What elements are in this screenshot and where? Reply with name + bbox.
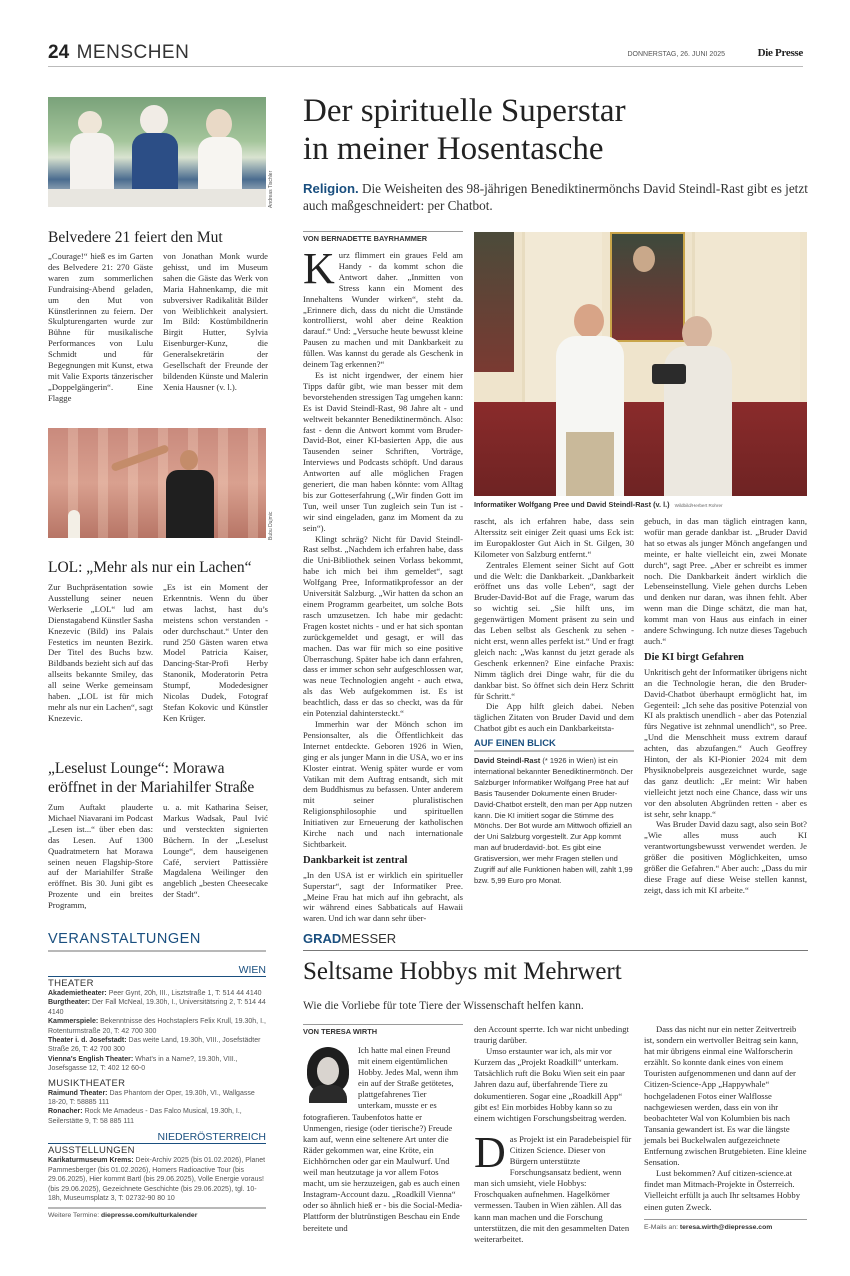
article-column-1: K urz flimmert ein graues Feld am Handy - da kommt schon die Antwort daher. „Inmitten von Stress kann ein Moment des Innehaltens Wunder wirken“, steht da. „Erinnere dich, dass du nicht die Umstände kontrollierst, wohl aber deine Reaktion darauf.“ Und: „Versuche heute bewusst kleine Pausen zu machen und mit Dankbarkeit zu füllen. Was kannst du gerade als Geschenk in deinem Tag erkennen?“ Es ist nicht irgendwer, der einem hier Tipps dafür gibt, wie man besser mit dem bevorstehenden stressigen Tag umgehen kann: Es ist David Steindl-Rast, 98 Jahre alt - und weltweit bekannter Benediktinermönch. Also: fast - denn die Antwort kommt vom Bruder-David-Bot, einer KI-basierten App, die aus Tausenden seiner Schriften, Vorträge, Interviews und Podcasts schöpft. Und daraus Antworten auf alle möglichen Fragen generiert, die man haben könnte: vom Alltag bis zur Gotteserfahrung („Wir finden Gott im Tun, weil unser Tun zugleich sein Tun ist - wir sind eingeladen, ganz im Moment da zu sein“). Klingt schräg? Nicht für David Steindl-Rast selbst. „Nachdem ich erfahren habe, dass die Uni-Bibliothek seinen Vorlass bekommt, habe ich mich bei ihm gemeldet“, sagt Wolfgang Pree, Informatikprofessor an der Universität Salzburg. „Wir hatten da schon an einem Programm gearbeitet, um solche Bots rasch umzusetzen. Ich habe mir gedacht: Fragen kostet nichts - und er hat sich spontan zurückgemeldet und gesagt, er will das machen. Das war für mich so eine positive Überraschung. Später habe ich dann erfahren, dass er immer schon sehr aufgeschlossen war, was neue Technologien angeht - auch etwa, als das Web aufgekommen ist. Es ist beachtlich, dass er das so checkt, was da für ein Potenzial dahintersteckt.“ Immerhin war der Mönch schon im Pensionsalter, als die Öffentlichkeit das Internet entdeckte. Geboren 1926 in Wien, ging er als junger Mann in die USA, wo er ins Kloster eintrat. Wenig später wurde er vom Vatikan mit dem Auftrag entsandt, sich mit dem Buddhismus zu befassen. Unter anderem mit seiner pluralistischen Religionsphilosophie und spirituellen Initiativen zur Erneuerung der katholischen Kirche nach und nach internationale Sichtbarkeit. Dankbarkeit ist zentral „In den USA ist er wirklich ein spiritueller Superstar“, sagt der Informatiker Pree. „Meine Frau hat mich auf ihn gebracht, als wir während eines Sabbaticals auf Hawaii waren. Und ich war dann sehr über- <box>303 244 463 924</box>
dropcap: D <box>474 1127 506 1177</box>
belvedere-photo <box>48 97 266 207</box>
gradmesser-column-3: Dass das nicht nur ein netter Zeitvertreib ist, sondern ein wertvoller Beitrag sein kann, hat mir übrigens einmal eine Walforscherin erzählt. So konnte dank eines von einem Touristen aufgenommenen und dann auf der Citizen-Science-App „Happywhale“ hochgeladenen Fotos einer Walflosse nachgewiesen werden, dass ein von ihr beobachteter Wal von Kolumbien bis nach Tansania gewandert ist. Es war die längste jemals bei Buckelwalen aufgezeichnete Entfernung zwischen Brutgebieten. Eine kleine Sensation. Lust bekommen? Auf citizen-science.at findet man Mitmach-Projekte in Österreich. Vielleicht erfüllt ja auch Ihr seltsames Hobby einen guten Zweck. E-Mails an: teresa.wirth@diepresse.com <box>644 1024 807 1233</box>
info-box: David Steindl-Rast (* 1926 in Wien) ist ein international bekannter Benediktinermönch. Der Salzburger Informatiker Wolfgang Pree hat auf Basis Tausender Dokumente einen Bruder-David-Chatbot erstellt, den man per App nutzen kann. Die KI imitiert sogar die Stimme des Mönchs. Der Bot wurde am Mittwoch offiziell an der Uni Salzburg vorgestellt. Zur App kommt man auf bruderdavid-.bot. Es gibt eine Gratisversion, wer mehr Fragen stellen und Zugriff auf alle Funktionen haben will, zahlt 1,99 bzw. 5,99 Euro pro Monat. <box>474 756 633 885</box>
byline-rule <box>303 231 463 232</box>
info-box-rule <box>474 750 634 752</box>
article-column-2: rascht, als ich erfahren habe, dass sein Alterssitz seit einiger Zeit quasi ums Eck ist: im Europakloster Gut Aich in St. Gilgen, 30 Kilometer von Salzburg entfernt.“ Zentrales Element seiner Sicht auf Gott und die Welt: die Dankbarkeit. „Dankbarkeit eröffnet uns das volle Leben“, sagt der Bruder-David-Bot auf die Frage, warum das so wichtig sei. „Sie hilft uns, im gegenwärtigen Moment präsent zu sein und das Leben selbst als Geschenk zu sehen - nicht erst, wenn alles perfekt ist.“ Und er fragt gleich nach: „Was kannst du jetzt gerade als Geschenk erkennen? Eine einfache Praxis: Nimm täglich drei Dinge wahr, für die du dankbar bist. So öffnet sich dein Herz Schritt für Schritt.“ Die App hilft gleich dabei. Neben täglichen Zitaten von Bruder David und dem Chatbot gibt es auch ein Dankbarkeitsta- <box>474 516 634 734</box>
gradmesser-rule <box>303 950 808 951</box>
story-column: „Courage!“ hieß es im Garten des Belvedere 21: 270 Gäste waren zum sommerlichen Fundraising-Abend geladen, um den Mut von Künstlerinnen zu feiern. Der Skulpturengarten wurde zur Bühne für musikalische Performances von Lulu Schmidt und für Begegnungen mit Kunst, etwa mit Valie Exports tänzerischer „Doppelgängerin“. Eine Flagge <box>48 251 153 403</box>
gradmesser-column-2: den Account sperrte. Ich war nicht unbedingt traurig darüber. Umso erstaunter war ich, als mir vor Kurzem das „Projekt Roadkill“ unterkam. Tatsächlich ruft die Boku Wien seit ein paar Jahren dazu auf, überfahrende Tiere zu dokumentieren. Sogar eine „Roadkill App“ gibt es! Ein morbides Hobby kann so zu einem wichtigen Forschungsbeitrag werden. D as Projekt ist ein Paradebeispiel für Citizen Science. Dieser von Bürgern unterstützte Forschungsansatz bedient, wenn man sich umsieht, viele Hobbys: Froschquaken aufnehmen. Hagelkörner vermessen. Tauben in Wien zählen. All das kann man machen und die Forschung unterstützen, die mit den gesammelten Daten weiterarbeitet. <box>474 1024 632 1244</box>
story-column: von Jonathan Monk wurde gehisst, und im Museum sahen die Gäste das Werk von Maria Hahnenkamp, die mit subversiver Radikalität Bilder von Weiblichkeit analysiert. Im Bild: Kostümbildnerin Birgit Hutter, Sylvia Eisenburger-Kunz, die Generalsekretärin der Gesellschaft der Freunde der bildenden Künste und Malerin Xenia Hausner (v. l.). <box>163 251 268 392</box>
event-item: Karikaturmuseum Krems: Deix-Archiv 2025 (bis 01.02.2026), Planet Pammesberger (bis 01.02.2026), Homers Radioactive Tour (bis 29.06.2025), Hier kommt Bartl (bis 29.06.2025), Volle Energie voraus! (bis 29.06.2025), Gezeichnete Geschichte (bis 29.06.2025), tgl. 10-18h, Museumsplatz 3, T: 02732-90 80 10 <box>48 1157 266 1202</box>
main-photo <box>474 232 807 496</box>
subheading: Dankbarkeit ist zentral <box>303 854 408 866</box>
article-column-3: gebuch, in das man täglich eintragen kann, wofür man gerade dankbar ist. „Bruder David hat so etwas als junger Mönch angefangen und meinte, er halte vielleicht ein, zwei Monate durch“, sagt Pree. „Aber er schreibt es immer noch. Die Dankbarkeit ändert wirklich die Lebenseinstellung. Viele gehen durchs Leben und denken nur daran, was ihnen fehlt. Aber wenn man die Dinge schätzt, die man hat, kommt man von Haus aus einfach in einer andere Schwingung. Ich nutze dieses Tagebuch auch.“ Die KI birgt Gefahren Unkritisch geht der Informatiker übrigens nicht an die Technologie heran, die den Bruder-David-Chatbot überhaupt ermöglicht hat, im Gegenteil: „Ich sehe das positive Potenzial von KI als praktisch unendlich - aber das Potenzial fürs Negative ist zehnmal unendlich“, so Pree. „Und die Menschheit muss extrem darauf achten, das abzufangen.“ Auch Geoffrey Hinton, der als KI-Pionier 2024 mit dem Physiknobelpreis ausgezeichnet wurde, sage das ganz deutlich: „Er meint: Wir haben vielleicht jetzt noch eine Chance, dass wir uns vor den absoluten Abgründen retten - aber es ist sehr, sehr knapp.“ Was Bruder David dazu sagt, also sein Bot? „Wie alles muss auch KI verantwortungsbewusst verwendet werden. Je größer die positiven Möglichkeiten, umso größer die Gefahren.“ Aber auch: „Dass du mir diese Frage auf diese Weise stellen kannst, zeigt, dass ich mit KI arbeite.“ <box>644 516 807 895</box>
photo-credit: Bubu Dujmic <box>268 511 274 540</box>
events-list <box>48 978 266 1221</box>
story-title: LOL: „Mehr als nur ein Lachen“ <box>48 559 252 576</box>
email-line: E-Mails an: teresa.wirth@diepresse.com <box>644 1223 773 1231</box>
story-title: Belvedere 21 feiert den Mut <box>48 229 223 246</box>
region-wien: WIEN <box>238 964 266 976</box>
events-link[interactable]: diepresse.com/kulturkalender <box>101 1212 198 1220</box>
main-headline: Der spirituelle Superstar in meiner Hosentasche <box>303 93 626 167</box>
gradmesser-label: GRADMESSER <box>303 931 397 946</box>
events-footer: Weitere Termine: diepresse.com/kulturkalender <box>48 1212 198 1220</box>
event-item: Ronacher: Rock Me Amadeus - Das Falco Musical, 19.30h, I., Seilerstätte 9, T: 58 885 111 <box>48 1108 242 1125</box>
story-title: „Leselust Lounge“: Morawa eröffnet in der Mariahilfer Straße <box>48 760 255 796</box>
story-column: „Es ist ein Moment der Erkenntnis. Wenn du über etwas lachst, hast du’s meistens schon verstanden - oder durchschaut.“ Unter den rund 250 Gästen waren etwa Model Patricia Kaiser, Dancing-Star-Profi Herby Stanonik, Moderatorin Petra Stumpf, Modedesigner Nicolas Dudek, Fotograf Stefan Kokovic und Künstler Ken Krüger. <box>163 582 268 723</box>
category-heading: AUSSTELLUNGEN <box>48 1145 135 1157</box>
dropcap: K <box>303 244 335 293</box>
story-column: u. a. mit Katharina Seiser, Markus Wadsak, Paul Ivić und versteckten signierten Büchern. In der „Leselust Lounge“, dem hauseigenen Café, serviert Pattissière Magdalena Weilinger den angeblich „besten Cheesecake der Stadt“. <box>163 802 268 900</box>
gradmesser-headline: Seltsame Hobbys mit Mehrwert <box>303 958 622 985</box>
byline-rule <box>303 1024 463 1025</box>
gradmesser-column-1: Ich hatte mal einen Freund mit einem eigentümlichen Hobby. Jedes Mal, wenn ihm ein auf der Straße getötetes, plattgefahrenes Tier unterkam, musste er es fotografieren. Taubenfotos hatte er Unmengen, riesige (oder tierische?) Freude kam auf, wenn eine seltenere Art unter die Räder gekommen war, eine Kröte, ein Eichhörnchen oder gar ein Maulwurf. Und weil man heutzutage ja vor allem Fotos macht, um sie herzuzeigen, gab es auch einen Instagram-Account dazu. „Roadkill Vienna“ oder so ähnlich hieß er - bis die Social-Media-Plattform der blutrünstigen Beschau ein Ende bereitete und <box>303 1045 463 1233</box>
lol-photo <box>48 428 266 538</box>
category-heading: THEATER <box>48 978 94 989</box>
event-item: Vienna's English Theater: What's in a Name?, 19.30h, VIII., Josefsgasse 12, T: 402 12 60-0 <box>48 1055 238 1073</box>
email-link[interactable]: teresa.wirth@diepresse.com <box>679 1223 773 1231</box>
region-rule <box>48 976 266 977</box>
kicker: Religion. <box>303 181 359 196</box>
photo-credit: Andreas Tischler <box>268 170 274 208</box>
page-header <box>48 42 803 66</box>
story-column: Zum Auftakt plauderte Michael Niavarani im Podcast „Lesen ist...“ über eben das: das Lesen. Auf 1300 Quadratmetern hat Morawa seinen neuen Flagship-Store auf der Mariahilfer Straße eröffnet. Bis 30. Juni gibt es Prozente und ein breites Programm, <box>48 802 153 911</box>
event-item: Raimund Theater: Das Phantom der Oper, 19.30h, VI., Wallgasse 18-20, T: 58885 111 <box>48 1089 255 1107</box>
photo-caption: Informatiker Wolfgang Pree und David Steindl-Rast (v. l.) Wildbild/Herbert Rohrer <box>474 500 723 509</box>
issue-date: DONNERSTAG, 26. JUNI 2025 <box>627 51 725 58</box>
event-item: Theater i. d. Josefstadt: Das weite Land, 19.30h, VIII., Josefstädter Straße 26, T: 42 700 300 <box>48 1037 261 1054</box>
header-rule <box>48 66 803 67</box>
events-rule <box>48 950 266 952</box>
info-box-title: AUF EINEN BLICK <box>474 737 556 748</box>
gradmesser-deck: Wie die Vorliebe für tote Tiere der Wissenschaft helfen kann. <box>303 1000 584 1012</box>
page-number: 24 <box>48 42 70 63</box>
section-title: MENSCHEN <box>76 42 190 63</box>
byline: VON TERESA WIRTH <box>303 1027 378 1036</box>
subheading: Die KI birgt Gefahren <box>644 651 744 663</box>
event-item: Burgtheater: Der Fall McNeal, 19.30h, I., Universitätsring 2, T: 514 44 4140 <box>48 999 266 1016</box>
info-box-name: David Steindl-Rast <box>474 756 541 765</box>
author-photo <box>303 1045 353 1103</box>
region-noe: NIEDERÖSTERREICH <box>48 1131 266 1144</box>
main-deck: Religion. Die Weisheiten des 98-jährigen Benediktinermönchs David Steindl-Rast gibt es jetzt auch maßgeschneidert: per Chatbot. <box>303 181 808 213</box>
events-title: VERANSTALTUNGEN <box>48 931 201 947</box>
photo-credit: Wildbild/Herbert Rohrer <box>674 503 723 508</box>
event-item: Akademietheater: Peer Gynt, 20h, III., Lisztstraße 1, T: 514 44 4140 <box>48 990 262 997</box>
event-item: Kammerspiele: Bekenntnisse des Hochstaplers Felix Krull, 19.30h, I., Rotenturmstraße 20, T: 42 700 300 <box>48 1018 266 1035</box>
die-presse-logo: Die Presse <box>757 47 803 59</box>
story-column: Zur Buchpräsentation sowie Ausstellung seiner neuen Werkserie „LOL“ lud am Dienstagabend Künstler Sasha Knezevic (Bild) ins Palais Festetics im neunten Bezirk. Der Titel des Buchs bzw. Bildbands bezieht sich auf das allseits bekannte Smiley, das all seine Werke gemeinsam haben. „LOL ist für mich mehr als nur ein Lachen“, sagt Knezevic. <box>48 582 154 723</box>
byline: VON BERNADETTE BAYRHAMMER <box>303 234 428 243</box>
category-heading: MUSIKTHEATER <box>48 1077 126 1089</box>
